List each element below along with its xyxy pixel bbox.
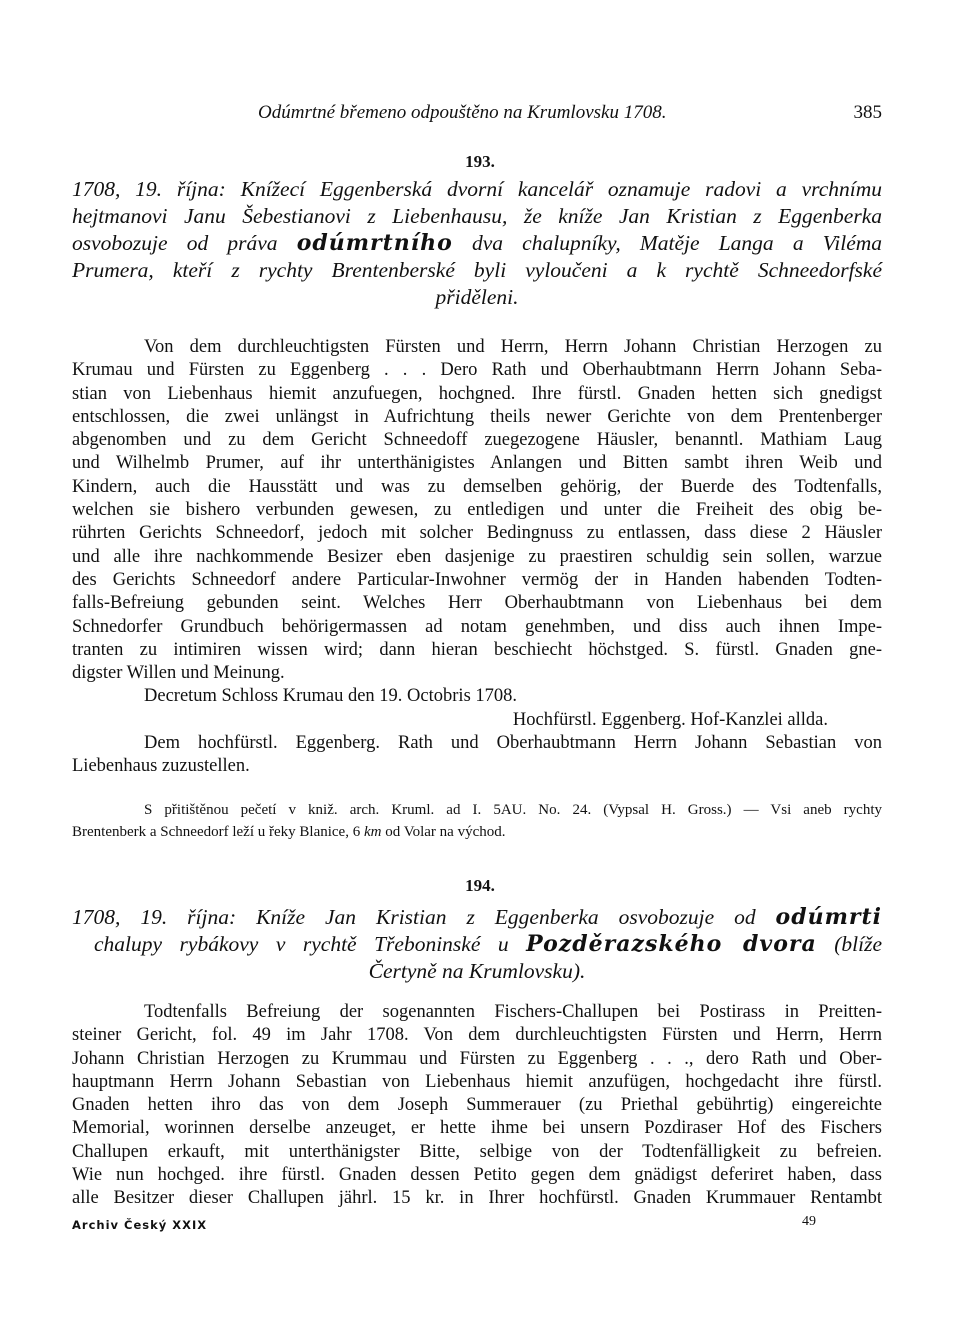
document-text-194 [72,1001,882,1211]
regest-194 [72,904,882,985]
text-line: rührten Gerichts Schneedorf, jedoch mit solcher Bedingnuss zu entlassen, dass diese 2 Häusler [72,523,882,544]
text-line: Schnedorfer Grundbuch behörigermassen ad notam genehmben, und diss auch ihnen Impe- [72,616,882,637]
regest-line: Čertyně na Krumlovsku). [368,959,586,983]
signature-mark: Archiv Český XXIX [72,1218,208,1232]
signature-line: Hochfürstl. Eggenberg. Hof-Kanzlei allda. [512,709,828,730]
text-line: entschlossen, die zwei unlängst in Aufrichtung theils newer Gerichte von dem Prentenberger [72,406,882,427]
unit-km: km [363,824,382,840]
regest-line: 1708, 19. října: Knížecí Eggenberská dvorní kancelář oznamuje radovi a vrchnímu [72,177,882,201]
text-line: Challupen erkauft, mit unterthänigster Bitte, selbige von der Todtenfälligkeit zu befreien. [72,1141,882,1162]
regest-193 [72,176,882,311]
note-fragment: od Volar na východ. [385,824,506,840]
dating-line: Decretum Schloss Krumau den 19. Octobris 1708. [144,686,518,707]
page-number: 385 [853,102,882,123]
regest-line [72,904,882,931]
text-line: alle Besitzer dieser Challupen jährl. 15 kr. in Ihrer hochfürstl. Gnaden Krummauer Rentambt [72,1188,882,1209]
text-line: Todtenfalls Befreiung der sogenannten Fischers-Challupen bei Postirass in Preitten- [144,1002,882,1022]
text-line: und Wilhelmb Prumer, auf ihr unterthänigistes Anlangen und Bitten sambt ihren Weib und [72,453,882,474]
text-line: Von dem durchleuchtigsten Fürsten und Herrn, Herrn Johann Christian Herzogen zu [144,337,882,357]
note-fragment: Brentenberk a Schneedorf leží u řeky Blanice, 6 [72,824,361,840]
regest-line [72,230,882,257]
text-line: Memorial, worinnen derselbe anzeuget, er hette ihme bei unsern Pozdiraser Hof des Fischers [72,1118,882,1139]
text-line: hauptmann Herrn Johann Sebastian von Liebenhaus hiemit anzufügen, hochgedacht ihre fürstl. [72,1071,882,1092]
text-line: Krumau und Fürsten zu Eggenberg . . . Dero Rath und Oberhaubtmann Herrn Johann Seba- [72,360,882,381]
regest-fragment: dva chalupníky, Matěje Langa a Viléma [471,231,883,255]
note-line [72,821,882,843]
document-number-194: 194. [465,876,495,895]
running-title: Odúmrtné břemeno odpouštěno na Krumlovsku 1708. [258,102,667,123]
document-text-193 [72,336,882,779]
document-number-193: 193. [465,152,495,171]
regest-line: hejtmanovi Janu Šebestianovi z Liebenhausu, že kníže Jan Kristian z Eggenberka [72,204,882,228]
emphasized-term: odúmrtního [296,230,453,256]
running-head [72,102,882,132]
address-line: Dem hochfürstl. Eggenberg. Rath und Oberhaubtmann Herrn Johann Sebastian von [144,733,882,754]
regest-fragment: osvobozuje od práva [72,231,278,255]
text-line: des Gerichts Schneedorf andere Particular-Inwohner vermög der in Handen habenden Todten- [72,569,882,590]
text-line: Gnaden hetten ihro das von dem Joseph Summerauer (zu Priethal gebührtig) eingereichte [72,1095,882,1116]
text-line: abgenomben und zu dem Gericht Schneedoff zuegezogene Häusler, benanntl. Mathiam Laug [72,430,882,451]
text-line: welchen sie bishero verbunden gewesen, zu entledigen und unter die Freiheit des obig be- [72,500,882,521]
emphasized-term: odúmrti [775,904,882,930]
text-line: Johann Christian Herzogen zu Krummau und Fürsten zu Eggenberg . . ., dero Rath und Ober- [72,1048,882,1069]
editorial-note-193 [72,799,882,843]
text-line: Wie nun hochged. ihre fürstl. Gnaden dessen Petito gegen dem gnädigst deferiret haben, dass [72,1165,882,1186]
text-line: stian von Liebenhaus hiemit anzufuegen, hochgned. Ihre fürstl. Gnaden hetten sich gnedigst [72,383,882,404]
regest-line: Prumera, kteří z rychty Brentenberské byli vyloučeni a k rychtě Schneedorfské [72,258,882,282]
text-line: und alle ihre nachkommende Besizer eben dasjenige zu praestiren schuldig sein sollen, warzue [72,546,882,567]
regest-fragment: (blíže [834,932,883,956]
text-line: Kindern, auch die Hausstätt und was zu demselben gehörig, der Buerde des Todtenfalls, [72,476,882,497]
text-line: steiner Gericht, fol. 49 im Jahr 1708. Von dem durchleuchtigsten Fürsten und Herrn, Herrn [72,1025,882,1046]
regest-line: přiděleni. [435,285,519,309]
text-line: digster Willen und Meinung. [72,663,285,684]
regest-fragment: 1708, 19. října: Kníže Jan Kristian z Eggenberka osvobozuje od [72,905,756,929]
text-line: tranten zu intimiren wissen wird; dann hieran beschiecht höchstged. S. fürstl. Gnaden gne- [72,639,882,660]
note-line: S přitištěnou pečetí v kniž. arch. Kruml. ad I. 5AU. No. 24. (Vypsal H. Gross.) — Vsi aneb rychty [144,802,882,818]
text-line: falls-Befreiung gebunden seint. Welches Herr Oberhaubtmann von Liebenhaus bei dem [72,593,882,614]
emphasized-term: Pozděrazského dvora [526,931,817,957]
regest-line [72,931,882,958]
address-line: Liebenhaus zuzustellen. [72,756,250,777]
regest-fragment: chalupy rybákovy v rychtě Třeboninské u [94,932,509,956]
sheet-number: 49 [802,1214,816,1229]
